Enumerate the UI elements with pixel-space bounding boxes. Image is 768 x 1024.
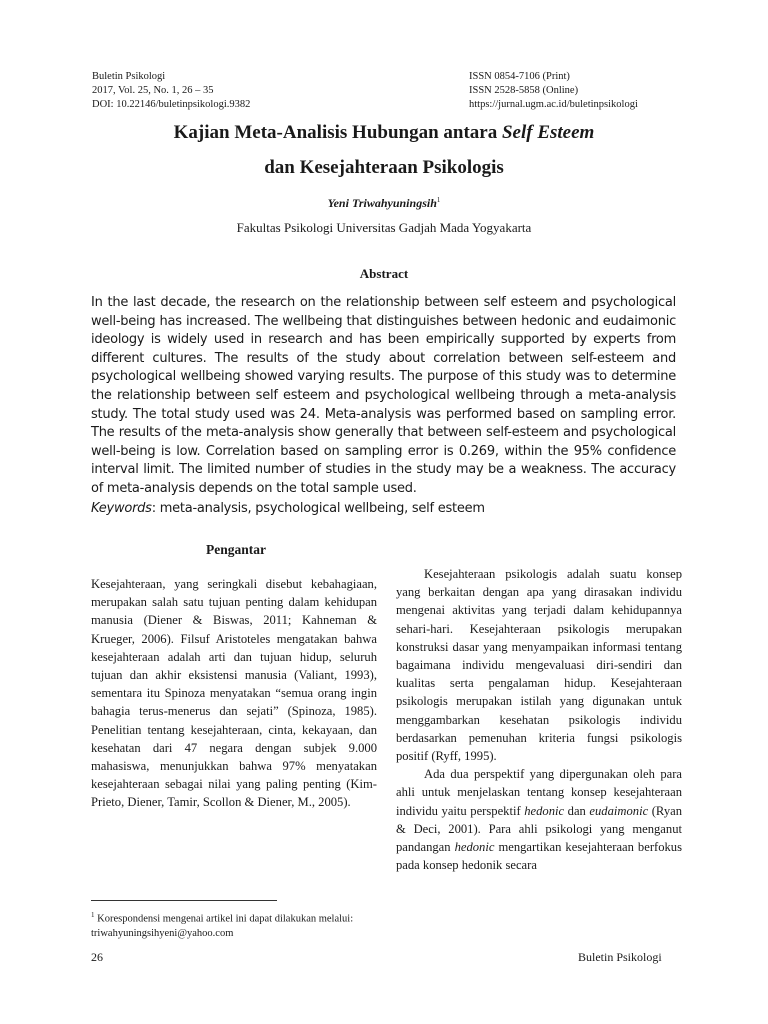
left-paragraph-1: Kesejahteraan, yang seringkali disebut kebahagiaan, merupakan salah satu tujuan penting dalam kehidupan manusia (Diener & Biswas, 2011; Kahneman & Krueger, 2006). Filsuf Aristoteles mengatakan bahwa kesejahteraan adalah arti dan tujuan hidup, seluruh tujuan dan akhir eksistensi manusia (Valiant, 1993), sementara itu Spinoza menyatakan “semua orang ingin bahagia terus-menerus dan sejati” (Spinoza, 1985). Penelitian tentang kesejahteraan, cinta, kekayaan, dan kesehatan dari 47 negara dengan subjek 9.000 mahasiswa, menunjukkan bahwa 97% menyatakan kesejahteraan sebagai nilai yang paling penting (Kim-Prieto, Diener, Tamir, Scollon & Diener, M., 2005). [91, 577, 377, 810]
p2-text-d: mengartikan kesejahteraan berfokus pada konsep hedonik secara [396, 840, 682, 873]
keywords-text: : meta-analysis, psychological wellbeing, self esteem [151, 501, 485, 516]
journal-header-right [469, 70, 638, 112]
paper-title-line2: dan Kesejahteraan Psikologis [264, 157, 504, 178]
footer-journal: Buletin Psikologi [578, 950, 662, 964]
title-italic: Self Esteem [501, 122, 595, 143]
footnote-mark: 1 [91, 911, 95, 919]
abstract-heading: Abstract [359, 266, 409, 281]
author [0, 196, 768, 211]
footnote-divider [91, 900, 277, 901]
right-paragraph-2 [396, 765, 682, 874]
journal-url[interactable]: https://jurnal.ugm.ac.id/buletinpsikologi [469, 99, 638, 110]
p2-term-hedonic-2: hedonic [454, 840, 495, 855]
footnote [91, 908, 381, 941]
right-paragraph-1: Kesejahteraan psikologis adalah suatu konsep yang berkaitan dengan apa yang dirasakan individu mengenai aktivitas yang terjadi dalam kehidupannya sehari-hari. Kesejahteraan psikologis merupakan konstruksi dasar yang menyampaikan informasi tentang bagaimana individu mengevaluasi diri-sendiri dan kualitas serta pengalaman hidup. Kesejahteraan psikologis merupakan istilah yang digunakan untuk menggambarkan kesehatan psikologis individu berdasarkan pemenuhan kriteria fungsi psikologis positif (Ryff, 1995). [396, 567, 682, 764]
issn-print: ISSN 0854-7106 (Print) [469, 71, 570, 82]
abstract-text: In the last decade, the research on the relationship between self esteem and psychological well-being has increased. The wellbeing that distinguishes between hedonic and eudaimonic ideology is widely used in research and has been empirically supported by experts from different cultures. The results of the study about correlation between self-esteem and psychological wellbeing showed varying results. The purpose of this study was to determine the relationship between self esteem and psychological wellbeing through a meta-analysis study. The total study used was 24. Meta-analysis was performed based on sampling error. The results of the meta-analysis show generally that between self-esteem and psychological well-being is low. Correlation based on sampling error is 0.269, within the 95% confidence interval limit. The limited number of studies in the study may be a weakness. The accuracy of meta-analysis depends on the total sample used. [91, 295, 676, 496]
paper-title-line1 [0, 120, 768, 146]
p2-term-hedonic: hedonic [524, 803, 565, 818]
journal-doi: DOI: 10.22146/buletinpsikologi.9382 [92, 99, 251, 110]
right-column [396, 565, 682, 874]
affiliation: Fakultas Psikologi Universitas Gadjah Mada Yogyakarta [236, 220, 532, 235]
p2-term-eudaimonic: eudaimonic [589, 803, 649, 818]
page-number: 26 [91, 950, 103, 964]
p2-text-b: dan [564, 803, 590, 818]
section-heading: Pengantar [206, 542, 266, 557]
footnote-text: Korespondensi mengenai artikel ini dapat dilakukan melalui: triwahyuningsihyeni@yahoo.com [91, 913, 354, 939]
left-column [91, 575, 377, 812]
keywords [91, 500, 676, 518]
author-name: Yeni Triwahyuningsih [327, 196, 437, 210]
journal-volume: 2017, Vol. 25, No. 1, 26 – 35 [92, 85, 214, 96]
author-note-mark: 1 [436, 196, 441, 204]
title-prefix: Kajian Meta-Analisis Hubungan antara [173, 122, 502, 143]
keywords-label: Keywords [91, 501, 152, 516]
journal-name: Buletin Psikologi [92, 71, 166, 82]
journal-header-left [92, 70, 250, 112]
p2-text-c: (Ryan & Deci, 2001). Para ahli psikologi yang menganut pandangan [396, 803, 683, 855]
p2-text-a: Ada dua perspektif yang dipergunakan oleh para ahli untuk menjelaskan tentang konsep kesejahteraan individu yaitu perspektif [396, 767, 682, 818]
issn-online: ISSN 2528-5858 (Online) [469, 85, 579, 96]
